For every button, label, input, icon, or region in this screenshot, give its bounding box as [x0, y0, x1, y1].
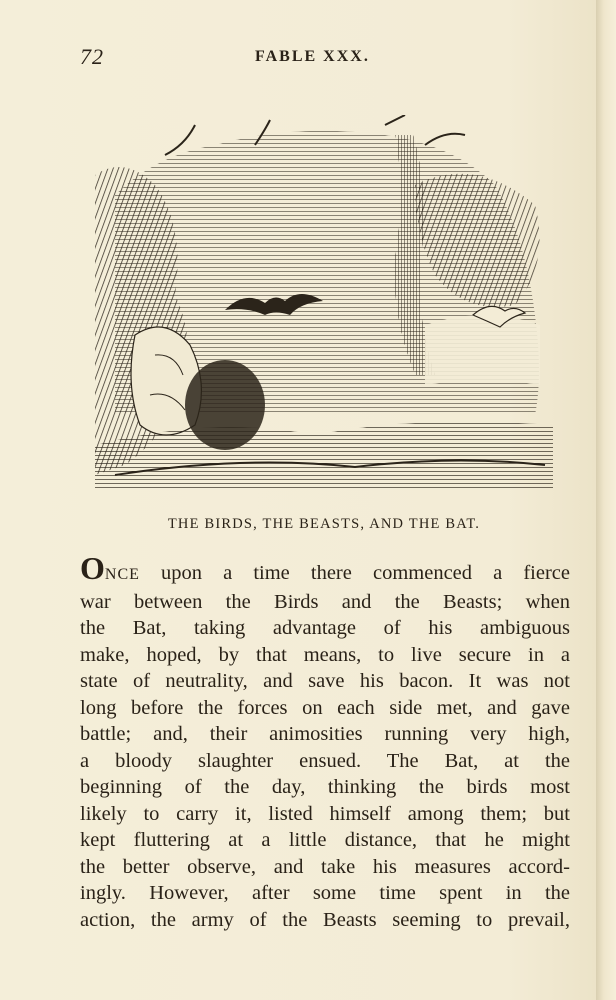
- text-line: the Bat, taking advantage of his ambiguous: [80, 617, 570, 639]
- text-line: state of neutrality, and save his bacon. It was not: [80, 670, 570, 692]
- woodcut-illustration: [95, 115, 553, 490]
- text-line: a bloody slaughter ensued. The Bat, at the: [80, 749, 570, 772]
- drop-cap: O: [80, 550, 105, 586]
- page-number: 72: [80, 44, 104, 69]
- text-line: beginning of the day, thinking the birds most: [80, 776, 570, 798]
- text-line: action, the army of the Beasts seeming to prevail,: [80, 908, 570, 931]
- text-line-content: upon a time there commenced a fierce: [139, 562, 570, 584]
- text-line: make, hoped, by that means, to live secure in a: [80, 643, 570, 666]
- text-line: long before the forces on each side met, and gave: [80, 696, 570, 719]
- text-line: battle; and, their animosities running very high,: [80, 723, 570, 745]
- text-line: likely to carry it, listed himself among them; but: [80, 802, 570, 825]
- text-line: kept fluttering at a little distance, that he might: [80, 829, 570, 851]
- text-line: the better observe, and take his measures accord-: [80, 855, 570, 878]
- first-word-smallcaps: NCE: [104, 566, 140, 583]
- illustration-caption: THE BIRDS, THE BEASTS, AND THE BAT.: [167, 516, 481, 532]
- text-line: ingly. However, after some time spent in the: [80, 882, 570, 904]
- page-header: [80, 44, 568, 74]
- page-edge: [596, 0, 616, 1000]
- running-head: FABLE XXX.: [255, 48, 370, 65]
- fable-text: [80, 550, 570, 933]
- text-line: [80, 550, 570, 589]
- text-line: war between the Birds and the Beasts; when: [80, 590, 570, 613]
